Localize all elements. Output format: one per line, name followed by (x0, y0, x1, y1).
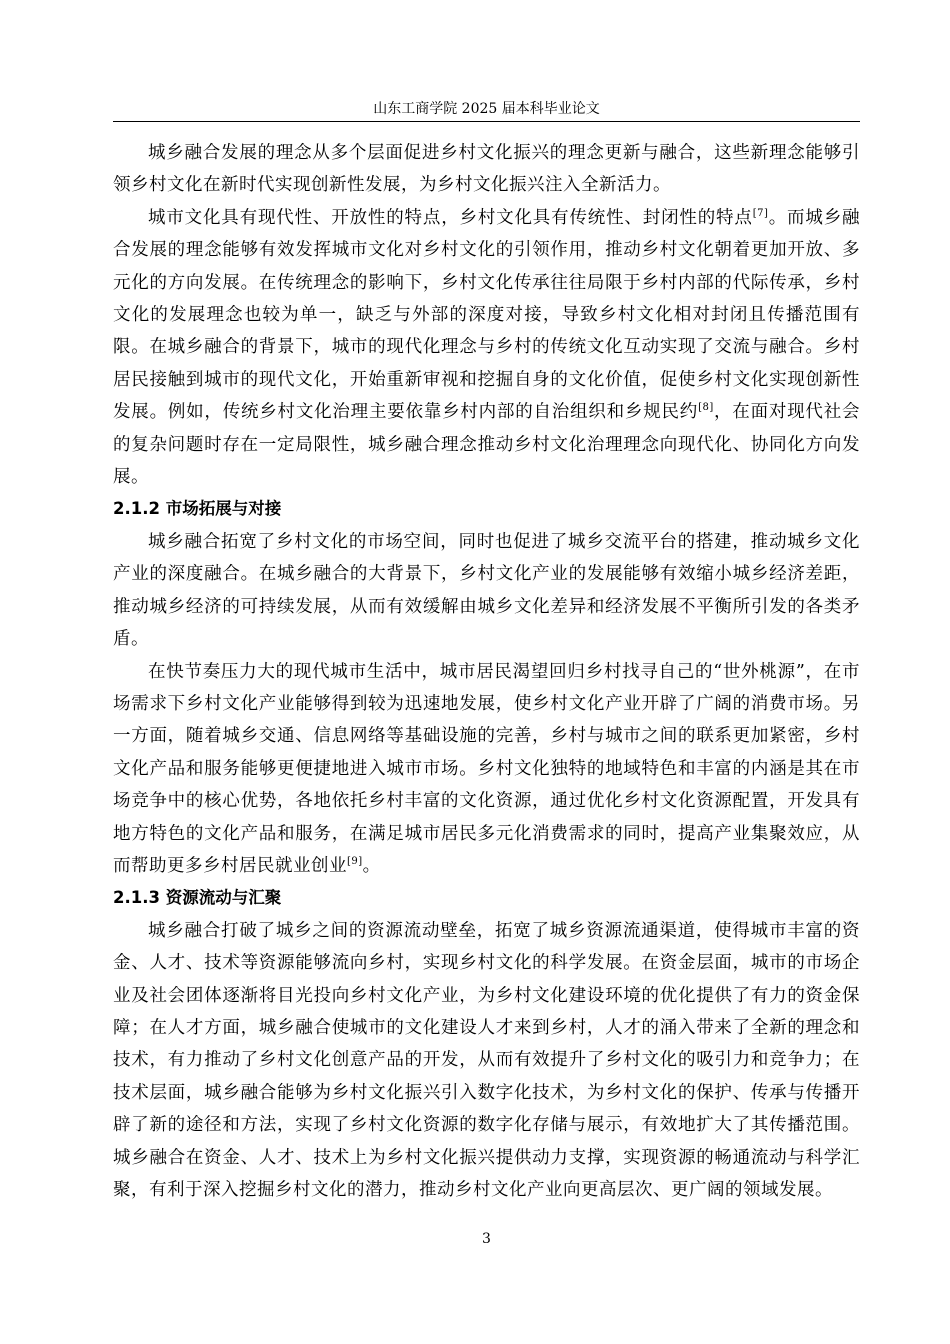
paragraph-5: 城乡融合打破了城乡之间的资源流动壁垒，拓宽了城乡资源流通渠道，使得城市丰富的资金、人才、技术等资源能够流向乡村，实现乡村文化的科学发展。在资金层面，城市的市场企业及社会团体逐渐将目光投向乡村文化产业，为乡村文化建设环境的优化提供了有力的资金保障；在人才方面，城乡融合使城市的文化建设人才来到乡村，人才的涌入带来了全新的理念和技术，有力推动了乡村文化创意产品的开发，从而有效提升了乡村文化的吸引力和竞争力；在技术层面，城乡融合能够为乡村文化振兴引入数字化技术，为乡村文化的保护、传承与传播开辟了新的途径和方法，实现了乡村文化资源的数字化存储与展示，有效地扩大了其传播范围。城乡融合在资金、人才、技术上为乡村文化振兴提供动力支撑，实现资源的畅通流动与科学汇聚，有利于深入挖掘乡村文化的潜力，推动乡村文化产业向更高层次、更广阔的领域发展。 (113, 920, 860, 1200)
paragraph-2 (113, 202, 860, 494)
section-heading-2-1-2: 2.1.2 市场拓展与对接 (113, 499, 282, 519)
page-number: 3 (482, 1231, 491, 1247)
paragraph-2-part-c: ，在面对现代社会的复杂问题时存在一定局限性，城乡融合理念推动乡村文化治理理念向现代化、协同化方向发展。 (113, 402, 860, 488)
citation-9: [9] (347, 856, 363, 868)
paragraph-4 (113, 656, 860, 883)
running-header: 山东工商学院 2025 届本科毕业论文 (373, 101, 600, 117)
paragraph-3: 城乡融合拓宽了乡村文化的市场空间，同时也促进了城乡交流平台的搭建，推动城乡文化产业的深度融合。在城乡融合的大背景下，乡村文化产业的发展能够有效缩小城乡经济差距，推动城乡经济的可持续发展，从而有效缓解由城乡文化差异和经济发展不平衡所引发的各类矛盾。 (113, 531, 860, 650)
section-heading-2-1-3: 2.1.3 资源流动与汇聚 (113, 888, 282, 908)
paragraph-4-part-b: 。 (362, 855, 381, 876)
citation-7: [7] (752, 207, 769, 219)
header-rule (113, 121, 860, 122)
paragraph-2-part-b: 。而城乡融合发展的理念能够有效发挥城市文化对乡村文化的引领作用，推动乡村文化朝着更加开放、多元化的方向发展。在传统理念的影响下，乡村文化传承往往局限于乡村内部的代际传承，乡村文化的发展理念也较为单一，缺乏与外部的深度对接，导致乡村文化相对封闭且传播范围有限。在城乡融合的背景下，城市的现代化理念与乡村的传统文化互动实现了交流与融合。乡村居民接触到城市的现代文化，开始重新审视和挖掘自身的文化价值，促使乡村文化实现创新性发展。例如，传统乡村文化治理主要依靠乡村内部的自治组织和乡规民约 (113, 207, 861, 423)
paragraph-1: 城乡融合发展的理念从多个层面促进乡村文化振兴的理念更新与融合，这些新理念能够引领乡村文化在新时代实现创新性发展，为乡村文化振兴注入全新活力。 (113, 143, 860, 196)
paragraph-4-part-a: 在快节奏压力大的现代城市生活中，城市居民渴望回归乡村找寻自己的“世外桃源”，在市场需求下乡村文化产业能够得到较为迅速地发展，使乡村文化产业开辟了广阔的消费市场。另一方面，随着城乡交通、信息网络等基础设施的完善，乡村与城市之间的联系更加紧密，乡村文化产品和服务能够更便捷地进入城市市场。乡村文化独特的地域特色和丰富的内涵是其在市场竞争中的核心优势，各地依托乡村丰富的文化资源，通过优化乡村文化资源配置，开发具有地方特色的文化产品和服务，在满足城市居民多元化消费需求的同时，提高产业集聚效应，从而帮助更多乡村居民就业创业 (113, 661, 860, 876)
page-body (113, 137, 860, 1206)
paragraph-2-part-a: 城市文化具有现代性、开放性的特点，乡村文化具有传统性、封闭性的特点 (148, 207, 753, 228)
citation-8: [8] (698, 402, 714, 414)
